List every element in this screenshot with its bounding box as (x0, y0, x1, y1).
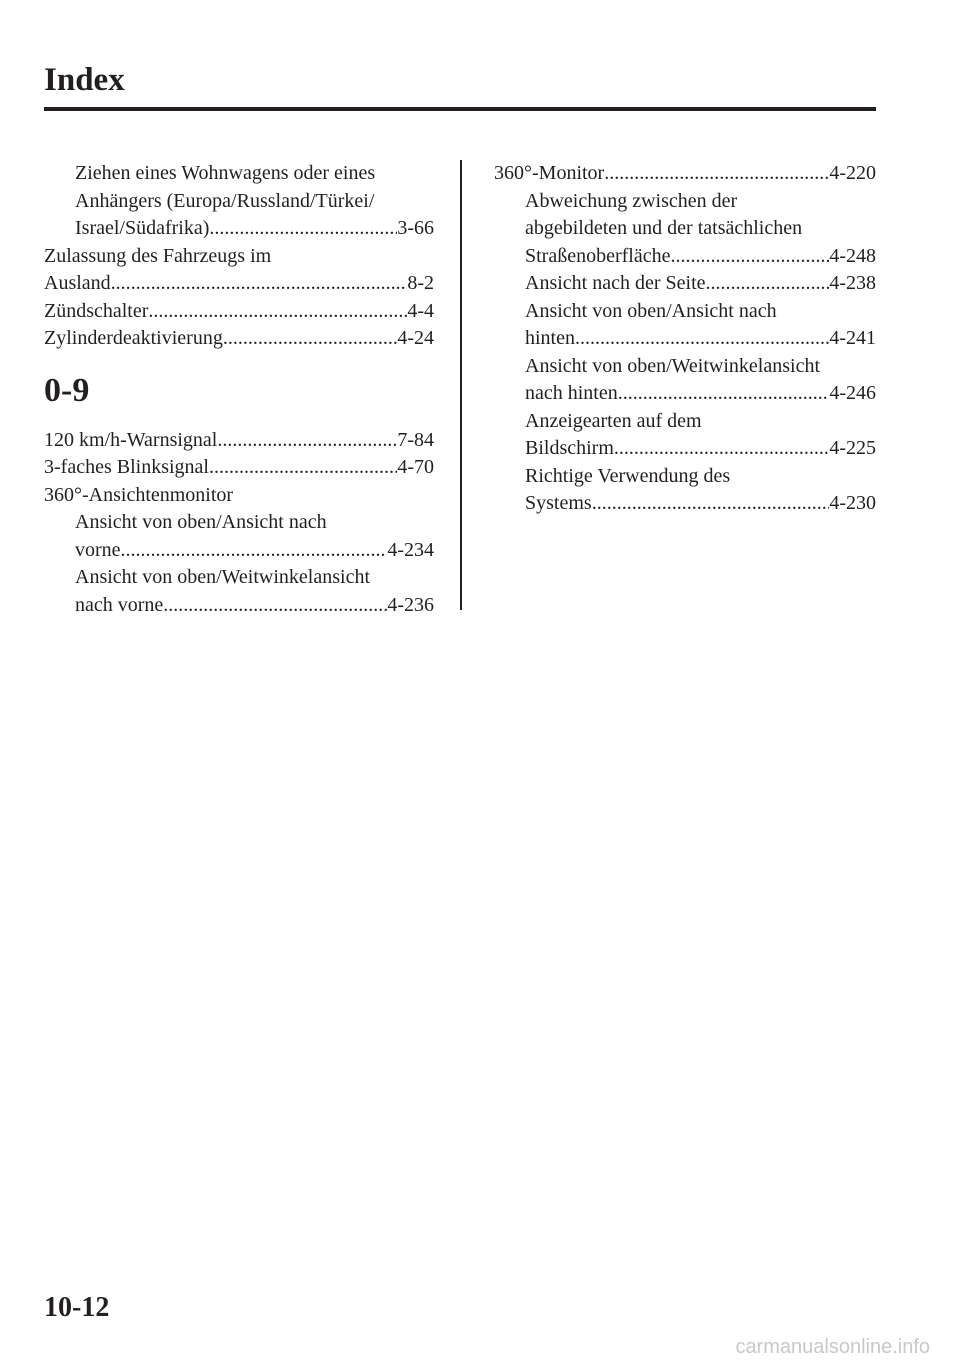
dot-leader (706, 270, 830, 298)
dot-leader (121, 537, 388, 565)
dot-leader (592, 490, 830, 518)
index-entry (494, 298, 876, 326)
index-entry-text: Ziehen eines Wohnwagens oder eines (75, 162, 376, 184)
index-entry-page: 4-4 (407, 299, 434, 322)
index-entry-text: Ausland (44, 272, 111, 294)
index-entry-page: 4-246 (829, 382, 876, 404)
page-number: 10-12 (44, 1292, 110, 1323)
index-entry-text: Zündschalter (44, 299, 149, 322)
index-entry (494, 408, 876, 436)
index-entry-text: Israel/Südafrika) (75, 217, 210, 239)
index-entry-page: 4-225 (829, 437, 876, 459)
column-divider (460, 160, 462, 610)
index-entry (44, 427, 434, 455)
index-entry-text: 360°-Ansichtenmonitor (44, 483, 234, 506)
index-entry (494, 215, 876, 243)
index-entry-page: 4-24 (397, 327, 434, 349)
header-rule (44, 107, 876, 111)
index-entry-text: Zylinderdeaktivierung (44, 327, 223, 349)
index-entry (494, 325, 876, 353)
index-entry-text: nach hinten (525, 382, 618, 404)
index-entry (494, 188, 876, 216)
index-entry-text: Richtige Verwendung des (525, 464, 731, 487)
index-entry-text: 120 km/h-Warnsignal (44, 428, 218, 451)
index-entry-text: Abweichung zwischen der (525, 189, 738, 212)
index-entry-text: vorne (75, 538, 121, 561)
index-entry-page: 4-230 (829, 492, 876, 514)
index-entry (44, 325, 434, 353)
index-entry (494, 380, 876, 408)
dot-leader (209, 454, 397, 482)
index-entry (494, 490, 876, 518)
index-entry-text: Bildschirm (525, 437, 614, 459)
index-entry-text: Ansicht von oben/Weitwinkelansicht (525, 354, 820, 377)
index-entry-page: 4-234 (387, 538, 434, 561)
index-entry (494, 160, 876, 188)
index-entry-page: 4-236 (387, 593, 434, 616)
index-entry-text: Ansicht nach der Seite (525, 272, 706, 294)
index-column-left (44, 160, 434, 619)
index-entry-page: 8-2 (407, 272, 434, 294)
index-entry (44, 592, 434, 620)
page-title: Index (44, 62, 125, 98)
index-entry (44, 160, 434, 188)
index-entry (44, 482, 434, 510)
index-entry (494, 270, 876, 298)
dot-leader (223, 325, 398, 353)
index-entry (44, 270, 434, 298)
index-entry (494, 463, 876, 491)
index-entry (494, 353, 876, 381)
index-entry-text: hinten (525, 327, 575, 349)
dot-leader (614, 435, 829, 463)
index-entry-page: 7-84 (397, 428, 434, 451)
index-entry-text: abgebildeten und der tatsächlichen (525, 217, 803, 239)
index-list-right (494, 160, 876, 518)
dot-leader (604, 160, 829, 188)
index-entry-page: 3-66 (397, 217, 434, 239)
dot-leader (217, 427, 397, 455)
index-entry-page: 4-220 (829, 162, 876, 184)
section-heading: 0-9 (44, 371, 90, 409)
index-column-right (494, 160, 876, 518)
index-entry (44, 298, 434, 326)
index-entry-text: Anhängers (Europa/Russland/Türkei/ (75, 189, 375, 212)
dot-leader (575, 325, 829, 353)
index-entry (44, 564, 434, 592)
index-entry (494, 243, 876, 271)
index-entry-text: Ansicht von oben/Ansicht nach (75, 511, 327, 533)
index-entry-page: 4-248 (829, 244, 876, 267)
index-entry-text: Anzeigearten auf dem (525, 409, 702, 432)
dot-leader (163, 592, 387, 620)
dot-leader (209, 215, 397, 243)
index-entry-text: Systems (525, 492, 592, 514)
index-entry-page: 4-70 (397, 456, 434, 478)
index-entry-page: 4-241 (829, 327, 876, 349)
index-entry (494, 435, 876, 463)
index-list-left-bottom (44, 427, 434, 620)
index-entry-text: Straßenoberfläche (525, 244, 671, 267)
watermark: carmanualsonline.info (735, 1336, 930, 1358)
index-entry-text: 3-faches Blinksignal (44, 456, 209, 478)
index-entry (44, 537, 434, 565)
index-entry (44, 215, 434, 243)
dot-leader (148, 298, 407, 326)
index-entry (44, 509, 434, 537)
index-entry-text: nach vorne (75, 593, 164, 616)
index-entry (44, 243, 434, 271)
index-entry-page: 4-238 (829, 272, 876, 294)
dot-leader (111, 270, 408, 298)
dot-leader (670, 243, 829, 271)
index-entry (44, 188, 434, 216)
index-entry-text: Ansicht von oben/Weitwinkelansicht (75, 566, 370, 588)
index-entry-text: 360°-Monitor (494, 162, 605, 184)
index-list-left-top (44, 160, 434, 353)
index-entry-text: Ansicht von oben/Ansicht nach (525, 299, 777, 322)
index-entry-text: Zulassung des Fahrzeugs im (44, 244, 272, 267)
index-entry (44, 454, 434, 482)
dot-leader (618, 380, 830, 408)
